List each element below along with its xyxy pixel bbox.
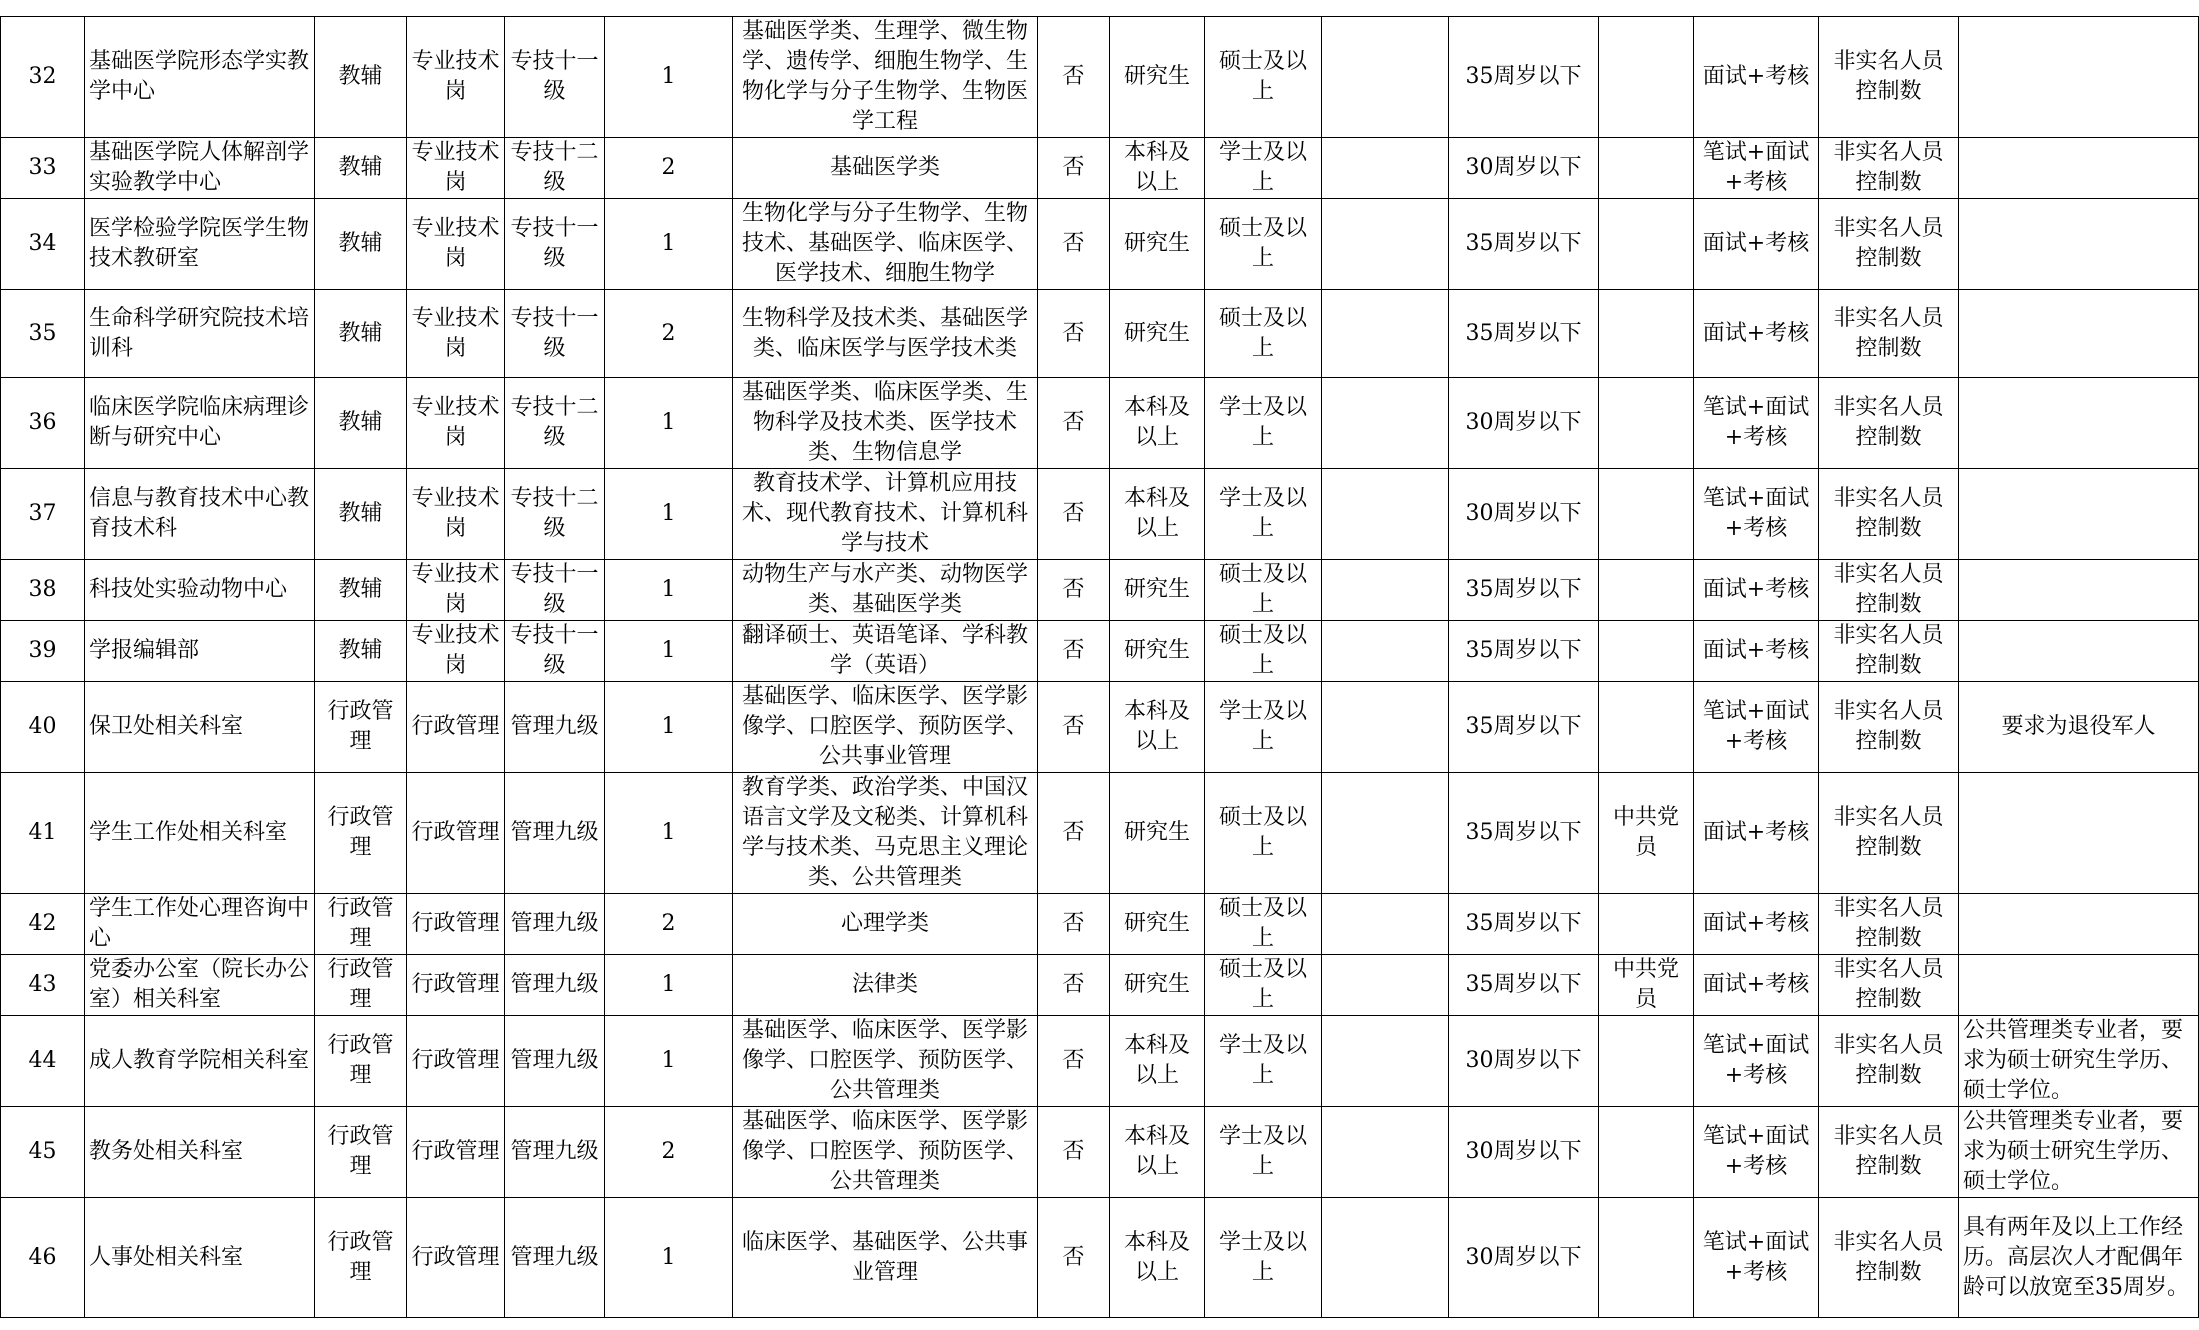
education-requirement: 研究生 (1110, 17, 1205, 138)
education-requirement: 研究生 (1110, 290, 1205, 378)
table-row (1, 469, 2199, 560)
education-requirement: 研究生 (1110, 773, 1205, 894)
degree-requirement: 硕士及以上 (1205, 17, 1322, 138)
department-name: 学报编辑部 (85, 621, 315, 682)
selection-method: 面试+考核 (1694, 955, 1819, 1016)
major-requirements: 基础医学类、生理学、微生物学、遗传学、细胞生物学、生物化学与分子生物学、生物医学工程 (733, 17, 1038, 138)
political-status (1599, 682, 1694, 773)
age-requirement: 30周岁以下 (1449, 378, 1599, 469)
post-level: 管理九级 (505, 1016, 605, 1107)
remarks (1959, 560, 2199, 621)
row-number: 35 (1, 290, 85, 378)
major-requirements: 教育学类、政治学类、中国汉语言文学及文秘类、计算机科学与技术类、马克思主义理论类、公共管理类 (733, 773, 1038, 894)
empty-cell (1322, 560, 1449, 621)
remarks (1959, 621, 2199, 682)
major-requirements: 基础医学、临床医学、医学影像学、口腔医学、预防医学、公共管理类 (733, 1016, 1038, 1107)
row-number: 36 (1, 378, 85, 469)
education-requirement: 研究生 (1110, 199, 1205, 290)
political-status (1599, 560, 1694, 621)
major-restriction: 否 (1038, 378, 1110, 469)
table-row (1, 955, 2199, 1016)
hiring-count: 1 (605, 1198, 733, 1318)
post-category: 行政管理 (315, 1107, 407, 1198)
major-requirements: 生物科学及技术类、基础医学类、临床医学与医学技术类 (733, 290, 1038, 378)
staffing-quota: 非实名人员控制数 (1819, 199, 1959, 290)
table-row (1, 290, 2199, 378)
post-type: 专业技术岗 (407, 17, 505, 138)
post-category: 教辅 (315, 621, 407, 682)
remarks: 具有两年及以上工作经历。高层次人才配偶年龄可以放宽至35周岁。 (1959, 1198, 2199, 1318)
selection-method: 笔试+面试+考核 (1694, 1198, 1819, 1318)
staffing-quota: 非实名人员控制数 (1819, 621, 1959, 682)
remarks: 要求为退役军人 (1959, 682, 2199, 773)
post-type: 专业技术岗 (407, 199, 505, 290)
degree-requirement: 学士及以上 (1205, 1016, 1322, 1107)
political-status (1599, 17, 1694, 138)
row-number: 37 (1, 469, 85, 560)
degree-requirement: 学士及以上 (1205, 1107, 1322, 1198)
post-level: 管理九级 (505, 1107, 605, 1198)
staffing-quota: 非实名人员控制数 (1819, 682, 1959, 773)
table-row (1, 1107, 2199, 1198)
post-type: 行政管理 (407, 1198, 505, 1318)
major-restriction: 否 (1038, 1016, 1110, 1107)
staffing-quota: 非实名人员控制数 (1819, 955, 1959, 1016)
age-requirement: 35周岁以下 (1449, 290, 1599, 378)
major-requirements: 生物化学与分子生物学、生物技术、基础医学、临床医学、医学技术、细胞生物学 (733, 199, 1038, 290)
hiring-count: 2 (605, 290, 733, 378)
post-type: 行政管理 (407, 773, 505, 894)
row-number: 39 (1, 621, 85, 682)
remarks (1959, 955, 2199, 1016)
post-type: 行政管理 (407, 682, 505, 773)
age-requirement: 30周岁以下 (1449, 469, 1599, 560)
post-type: 专业技术岗 (407, 138, 505, 199)
selection-method: 面试+考核 (1694, 894, 1819, 955)
post-type: 专业技术岗 (407, 560, 505, 621)
post-type: 专业技术岗 (407, 378, 505, 469)
remarks (1959, 290, 2199, 378)
empty-cell (1322, 955, 1449, 1016)
table-row (1, 621, 2199, 682)
degree-requirement: 学士及以上 (1205, 378, 1322, 469)
major-requirements: 基础医学、临床医学、医学影像学、口腔医学、预防医学、公共管理类 (733, 1107, 1038, 1198)
post-type: 行政管理 (407, 955, 505, 1016)
post-category: 行政管理 (315, 773, 407, 894)
post-level: 专技十二级 (505, 378, 605, 469)
age-requirement: 35周岁以下 (1449, 894, 1599, 955)
political-status (1599, 621, 1694, 682)
hiring-count: 2 (605, 894, 733, 955)
remarks (1959, 773, 2199, 894)
department-name: 医学检验学院医学生物技术教研室 (85, 199, 315, 290)
degree-requirement: 学士及以上 (1205, 682, 1322, 773)
major-requirements: 翻译硕士、英语笔译、学科教学（英语） (733, 621, 1038, 682)
major-requirements: 基础医学、临床医学、医学影像学、口腔医学、预防医学、公共事业管理 (733, 682, 1038, 773)
empty-cell (1322, 682, 1449, 773)
age-requirement: 35周岁以下 (1449, 199, 1599, 290)
department-name: 基础医学院形态学实教学中心 (85, 17, 315, 138)
hiring-count: 1 (605, 378, 733, 469)
age-requirement: 35周岁以下 (1449, 17, 1599, 138)
department-name: 成人教育学院相关科室 (85, 1016, 315, 1107)
degree-requirement: 硕士及以上 (1205, 894, 1322, 955)
major-requirements: 基础医学类、临床医学类、生物科学及技术类、医学技术类、生物信息学 (733, 378, 1038, 469)
post-type: 专业技术岗 (407, 469, 505, 560)
staffing-quota: 非实名人员控制数 (1819, 17, 1959, 138)
department-name: 学生工作处相关科室 (85, 773, 315, 894)
remarks (1959, 138, 2199, 199)
post-level: 管理九级 (505, 1198, 605, 1318)
hiring-count: 1 (605, 773, 733, 894)
post-level: 专技十一级 (505, 199, 605, 290)
major-restriction: 否 (1038, 199, 1110, 290)
staffing-quota: 非实名人员控制数 (1819, 290, 1959, 378)
education-requirement: 本科及以上 (1110, 378, 1205, 469)
table-body (1, 17, 2199, 1318)
selection-method: 面试+考核 (1694, 773, 1819, 894)
recruitment-table (0, 16, 2199, 1318)
education-requirement: 本科及以上 (1110, 1198, 1205, 1318)
table-row (1, 17, 2199, 138)
post-category: 行政管理 (315, 1198, 407, 1318)
empty-cell (1322, 1107, 1449, 1198)
empty-cell (1322, 1198, 1449, 1318)
hiring-count: 1 (605, 469, 733, 560)
major-restriction: 否 (1038, 621, 1110, 682)
post-category: 行政管理 (315, 1016, 407, 1107)
remarks (1959, 469, 2199, 560)
table-row (1, 1198, 2199, 1318)
hiring-count: 2 (605, 138, 733, 199)
major-restriction: 否 (1038, 138, 1110, 199)
hiring-count: 1 (605, 1016, 733, 1107)
empty-cell (1322, 469, 1449, 560)
department-name: 人事处相关科室 (85, 1198, 315, 1318)
department-name: 临床医学院临床病理诊断与研究中心 (85, 378, 315, 469)
post-category: 教辅 (315, 378, 407, 469)
post-category: 行政管理 (315, 955, 407, 1016)
degree-requirement: 学士及以上 (1205, 138, 1322, 199)
department-name: 生命科学研究院技术培训科 (85, 290, 315, 378)
age-requirement: 35周岁以下 (1449, 560, 1599, 621)
empty-cell (1322, 1016, 1449, 1107)
major-requirements: 心理学类 (733, 894, 1038, 955)
age-requirement: 35周岁以下 (1449, 955, 1599, 1016)
education-requirement: 本科及以上 (1110, 469, 1205, 560)
post-type: 专业技术岗 (407, 621, 505, 682)
post-category: 教辅 (315, 199, 407, 290)
table-row (1, 378, 2199, 469)
degree-requirement: 学士及以上 (1205, 1198, 1322, 1318)
post-type: 行政管理 (407, 894, 505, 955)
remarks: 公共管理类专业者，要求为硕士研究生学历、硕士学位。 (1959, 1107, 2199, 1198)
degree-requirement: 硕士及以上 (1205, 955, 1322, 1016)
row-number: 38 (1, 560, 85, 621)
age-requirement: 30周岁以下 (1449, 1107, 1599, 1198)
post-level: 管理九级 (505, 894, 605, 955)
staffing-quota: 非实名人员控制数 (1819, 138, 1959, 199)
staffing-quota: 非实名人员控制数 (1819, 1107, 1959, 1198)
department-name: 科技处实验动物中心 (85, 560, 315, 621)
post-category: 行政管理 (315, 682, 407, 773)
selection-method: 笔试+面试+考核 (1694, 378, 1819, 469)
row-number: 40 (1, 682, 85, 773)
post-category: 行政管理 (315, 894, 407, 955)
empty-cell (1322, 773, 1449, 894)
education-requirement: 研究生 (1110, 955, 1205, 1016)
post-level: 专技十一级 (505, 560, 605, 621)
post-level: 专技十一级 (505, 17, 605, 138)
department-name: 学生工作处心理咨询中心 (85, 894, 315, 955)
education-requirement: 研究生 (1110, 621, 1205, 682)
age-requirement: 30周岁以下 (1449, 1016, 1599, 1107)
age-requirement: 30周岁以下 (1449, 138, 1599, 199)
political-status: 中共党员 (1599, 773, 1694, 894)
staffing-quota: 非实名人员控制数 (1819, 894, 1959, 955)
row-number: 34 (1, 199, 85, 290)
political-status: 中共党员 (1599, 955, 1694, 1016)
department-name: 基础医学院人体解剖学实验教学中心 (85, 138, 315, 199)
remarks (1959, 199, 2199, 290)
row-number: 41 (1, 773, 85, 894)
political-status (1599, 290, 1694, 378)
post-category: 教辅 (315, 290, 407, 378)
hiring-count: 1 (605, 560, 733, 621)
post-type: 行政管理 (407, 1107, 505, 1198)
major-restriction: 否 (1038, 773, 1110, 894)
political-status (1599, 1107, 1694, 1198)
selection-method: 笔试+面试+考核 (1694, 1107, 1819, 1198)
age-requirement: 35周岁以下 (1449, 773, 1599, 894)
staffing-quota: 非实名人员控制数 (1819, 469, 1959, 560)
remarks: 公共管理类专业者，要求为硕士研究生学历、硕士学位。 (1959, 1016, 2199, 1107)
row-number: 43 (1, 955, 85, 1016)
post-type: 行政管理 (407, 1016, 505, 1107)
major-restriction: 否 (1038, 682, 1110, 773)
empty-cell (1322, 621, 1449, 682)
row-number: 33 (1, 138, 85, 199)
department-name: 党委办公室（院长办公室）相关科室 (85, 955, 315, 1016)
major-restriction: 否 (1038, 894, 1110, 955)
empty-cell (1322, 17, 1449, 138)
education-requirement: 研究生 (1110, 560, 1205, 621)
post-level: 专技十一级 (505, 621, 605, 682)
row-number: 32 (1, 17, 85, 138)
empty-cell (1322, 199, 1449, 290)
post-level: 管理九级 (505, 773, 605, 894)
hiring-count: 1 (605, 199, 733, 290)
political-status (1599, 469, 1694, 560)
selection-method: 面试+考核 (1694, 560, 1819, 621)
department-name: 教务处相关科室 (85, 1107, 315, 1198)
row-number: 42 (1, 894, 85, 955)
hiring-count: 1 (605, 17, 733, 138)
post-level: 专技十二级 (505, 469, 605, 560)
degree-requirement: 硕士及以上 (1205, 560, 1322, 621)
selection-method: 面试+考核 (1694, 199, 1819, 290)
post-level: 管理九级 (505, 955, 605, 1016)
table-row (1, 199, 2199, 290)
major-restriction: 否 (1038, 1107, 1110, 1198)
major-requirements: 动物生产与水产类、动物医学类、基础医学类 (733, 560, 1038, 621)
education-requirement: 研究生 (1110, 894, 1205, 955)
hiring-count: 1 (605, 621, 733, 682)
remarks (1959, 17, 2199, 138)
degree-requirement: 硕士及以上 (1205, 199, 1322, 290)
table-row (1, 894, 2199, 955)
education-requirement: 本科及以上 (1110, 1107, 1205, 1198)
post-type: 专业技术岗 (407, 290, 505, 378)
major-restriction: 否 (1038, 955, 1110, 1016)
row-number: 45 (1, 1107, 85, 1198)
staffing-quota: 非实名人员控制数 (1819, 773, 1959, 894)
remarks (1959, 378, 2199, 469)
age-requirement: 30周岁以下 (1449, 1198, 1599, 1318)
empty-cell (1322, 894, 1449, 955)
staffing-quota: 非实名人员控制数 (1819, 560, 1959, 621)
post-level: 管理九级 (505, 682, 605, 773)
political-status (1599, 138, 1694, 199)
education-requirement: 本科及以上 (1110, 682, 1205, 773)
major-requirements: 基础医学类 (733, 138, 1038, 199)
staffing-quota: 非实名人员控制数 (1819, 378, 1959, 469)
post-category: 教辅 (315, 469, 407, 560)
selection-method: 面试+考核 (1694, 290, 1819, 378)
major-restriction: 否 (1038, 17, 1110, 138)
age-requirement: 35周岁以下 (1449, 621, 1599, 682)
post-level: 专技十一级 (505, 290, 605, 378)
political-status (1599, 1198, 1694, 1318)
major-requirements: 教育技术学、计算机应用技术、现代教育技术、计算机科学与技术 (733, 469, 1038, 560)
table-row (1, 773, 2199, 894)
hiring-count: 2 (605, 1107, 733, 1198)
empty-cell (1322, 378, 1449, 469)
selection-method: 笔试+面试+考核 (1694, 469, 1819, 560)
major-restriction: 否 (1038, 1198, 1110, 1318)
table-row (1, 682, 2199, 773)
table-row (1, 138, 2199, 199)
degree-requirement: 学士及以上 (1205, 469, 1322, 560)
department-name: 信息与教育技术中心教育技术科 (85, 469, 315, 560)
political-status (1599, 378, 1694, 469)
selection-method: 面试+考核 (1694, 17, 1819, 138)
hiring-count: 1 (605, 682, 733, 773)
remarks (1959, 894, 2199, 955)
age-requirement: 35周岁以下 (1449, 682, 1599, 773)
post-category: 教辅 (315, 17, 407, 138)
post-category: 教辅 (315, 138, 407, 199)
political-status (1599, 199, 1694, 290)
major-restriction: 否 (1038, 560, 1110, 621)
degree-requirement: 硕士及以上 (1205, 621, 1322, 682)
political-status (1599, 1016, 1694, 1107)
political-status (1599, 894, 1694, 955)
empty-cell (1322, 138, 1449, 199)
major-restriction: 否 (1038, 469, 1110, 560)
major-restriction: 否 (1038, 290, 1110, 378)
major-requirements: 临床医学、基础医学、公共事业管理 (733, 1198, 1038, 1318)
hiring-count: 1 (605, 955, 733, 1016)
staffing-quota: 非实名人员控制数 (1819, 1198, 1959, 1318)
major-requirements: 法律类 (733, 955, 1038, 1016)
degree-requirement: 硕士及以上 (1205, 290, 1322, 378)
post-category: 教辅 (315, 560, 407, 621)
table-row (1, 1016, 2199, 1107)
degree-requirement: 硕士及以上 (1205, 773, 1322, 894)
selection-method: 笔试+面试+考核 (1694, 682, 1819, 773)
row-number: 46 (1, 1198, 85, 1318)
empty-cell (1322, 290, 1449, 378)
selection-method: 笔试+面试+考核 (1694, 1016, 1819, 1107)
education-requirement: 本科及以上 (1110, 138, 1205, 199)
department-name: 保卫处相关科室 (85, 682, 315, 773)
post-level: 专技十二级 (505, 138, 605, 199)
staffing-quota: 非实名人员控制数 (1819, 1016, 1959, 1107)
education-requirement: 本科及以上 (1110, 1016, 1205, 1107)
selection-method: 面试+考核 (1694, 621, 1819, 682)
selection-method: 笔试+面试+考核 (1694, 138, 1819, 199)
row-number: 44 (1, 1016, 85, 1107)
table-row (1, 560, 2199, 621)
